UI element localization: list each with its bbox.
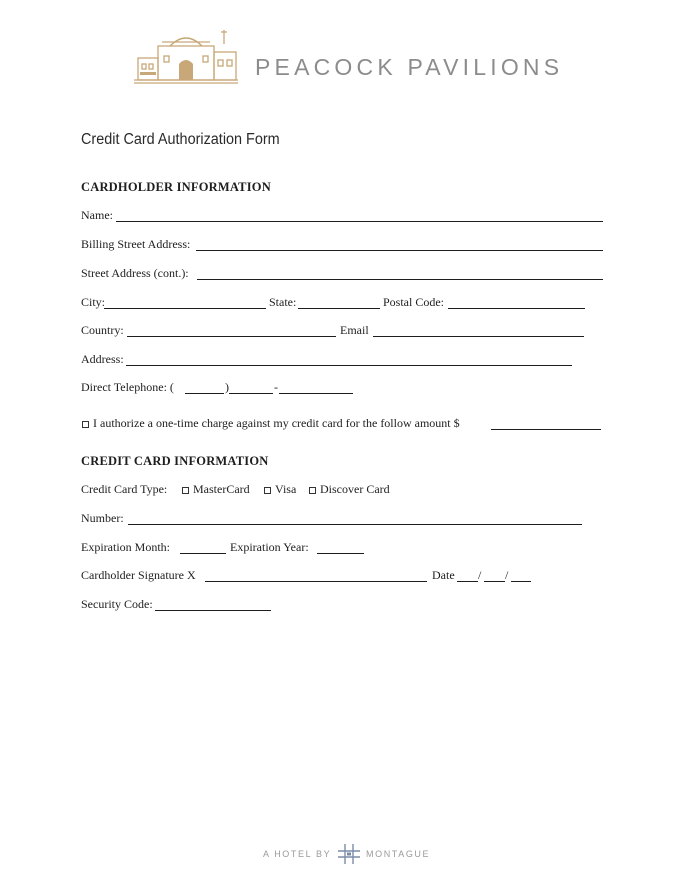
billing-street-cont-field[interactable] xyxy=(197,279,603,280)
name-label: Name: xyxy=(81,208,113,222)
signature-field[interactable] xyxy=(205,581,427,582)
phone-area-code-field[interactable] xyxy=(185,393,224,394)
name-row xyxy=(81,208,611,224)
signature-row xyxy=(81,568,611,584)
number-row xyxy=(81,511,611,527)
state-label: State: xyxy=(269,295,297,309)
country-label: Country: xyxy=(81,323,124,337)
address-label: Address: xyxy=(81,352,124,366)
date-sep-2: / xyxy=(505,568,509,582)
phone-dash: - xyxy=(274,380,278,394)
form-title: Credit Card Authorization Form xyxy=(81,131,280,148)
visa-label: Visa xyxy=(275,482,297,496)
brand-name: PEACOCK PAVILIONS xyxy=(255,54,564,80)
card-number-field[interactable] xyxy=(128,524,582,525)
pavilion-logo-icon xyxy=(132,24,240,86)
email-label: Email xyxy=(340,323,369,337)
billing-cont-row xyxy=(81,266,611,282)
card-type-row xyxy=(81,482,611,498)
card-type-label: Credit Card Type: xyxy=(81,482,168,496)
exp-year-field[interactable] xyxy=(317,553,364,554)
exp-month-field[interactable] xyxy=(180,553,226,554)
visa-checkbox[interactable] xyxy=(264,487,271,494)
signature-label: Cardholder Signature X xyxy=(81,568,196,582)
discover-checkbox[interactable] xyxy=(309,487,316,494)
security-code-field[interactable] xyxy=(155,610,271,611)
billing-row xyxy=(81,237,611,253)
mastercard-checkbox[interactable] xyxy=(182,487,189,494)
billing-street-field[interactable] xyxy=(196,250,603,251)
date-sep-1: / xyxy=(478,568,482,582)
authorize-row xyxy=(81,416,611,432)
phone-line-field[interactable] xyxy=(279,393,353,394)
date-month-field[interactable] xyxy=(457,581,478,582)
phone-prefix-field[interactable] xyxy=(229,393,273,394)
address-row xyxy=(81,352,611,368)
city-row xyxy=(81,295,611,311)
exp-year-label: Expiration Year: xyxy=(230,540,309,554)
phone-row xyxy=(81,380,611,396)
expiration-row xyxy=(81,540,611,556)
address-field[interactable] xyxy=(126,365,572,366)
card-heading: CREDIT CARD INFORMATION xyxy=(81,454,269,468)
footer-text: A HOTEL BY xyxy=(263,849,332,859)
date-day-field[interactable] xyxy=(484,581,505,582)
country-field[interactable] xyxy=(127,336,336,337)
email-field[interactable] xyxy=(373,336,584,337)
exp-month-label: Expiration Month: xyxy=(81,540,170,554)
number-label: Number: xyxy=(81,511,124,525)
postal-label: Postal Code: xyxy=(383,295,445,309)
security-row xyxy=(81,597,611,613)
date-year-field[interactable] xyxy=(511,581,531,582)
phone-label: Direct Telephone: ( xyxy=(81,380,174,394)
state-field[interactable] xyxy=(298,308,380,309)
billing-label: Billing Street Address: xyxy=(81,237,191,251)
footer-brand: MONTAGUE xyxy=(366,849,431,859)
billing-cont-label: Street Address (cont.): xyxy=(81,266,189,280)
authorize-text: I authorize a one-time charge against my credit card for the follow amount $ xyxy=(93,416,460,430)
postal-code-field[interactable] xyxy=(448,308,585,309)
name-field[interactable] xyxy=(116,221,603,222)
country-row xyxy=(81,323,611,339)
authorize-amount-field[interactable] xyxy=(491,429,601,430)
discover-label: Discover Card xyxy=(320,482,390,496)
authorize-checkbox[interactable] xyxy=(82,421,89,428)
phone-paren: ) xyxy=(225,380,229,394)
cardholder-heading: CARDHOLDER INFORMATION xyxy=(81,180,271,194)
security-label: Security Code: xyxy=(81,597,153,611)
mastercard-label: MasterCard xyxy=(193,482,250,496)
montague-logo-icon xyxy=(336,842,362,866)
date-label: Date xyxy=(432,568,455,582)
city-field[interactable] xyxy=(104,308,266,309)
city-label: City: xyxy=(81,295,106,309)
